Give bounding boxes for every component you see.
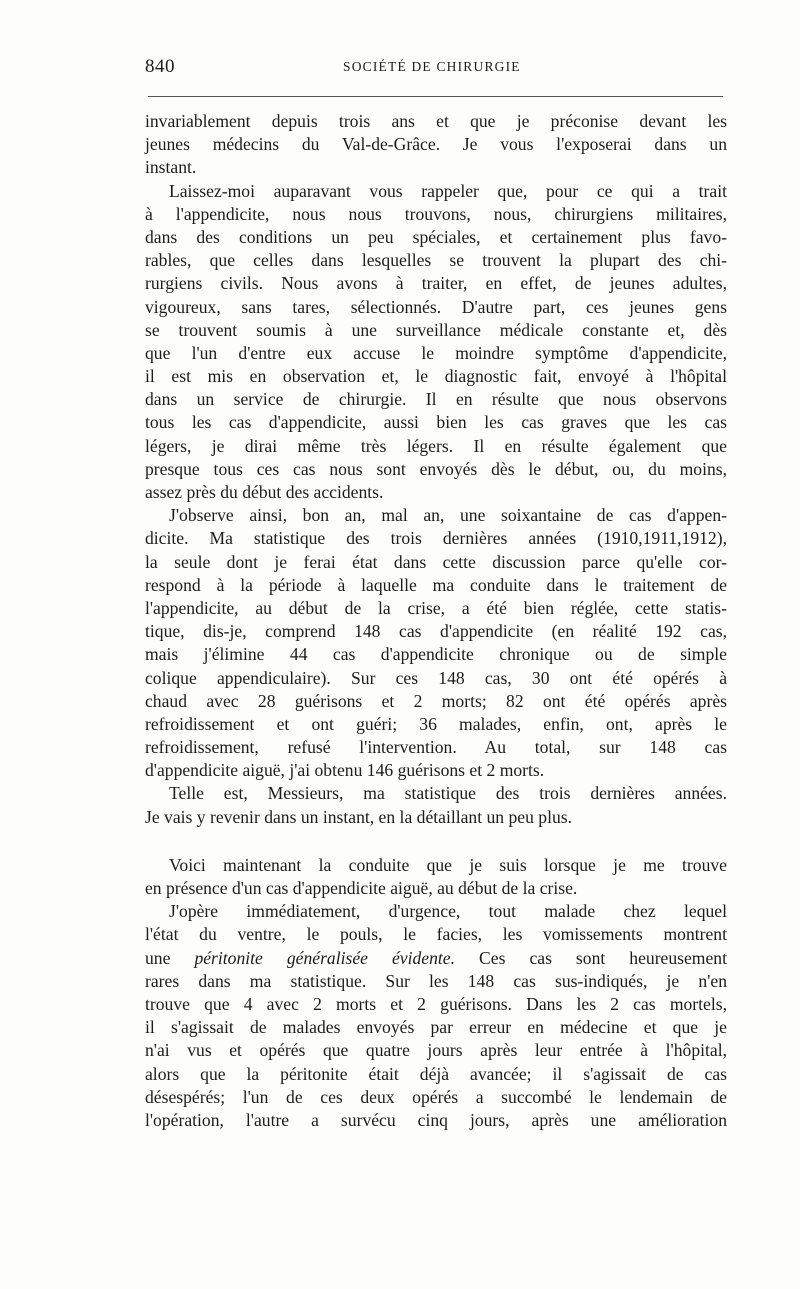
text-line: vigoureux, sans tares, sélectionnés. D'autre part, ces jeunes gens [145, 296, 727, 317]
text-fragment: Ces cas sont heureusement [479, 947, 727, 968]
running-head: SOCIÉTÉ DE CHIRURGIE [343, 59, 521, 74]
text-line: presque tous ces cas nous sont envoyés dès le début, ou, du moins, [145, 458, 727, 479]
text-line-with-italic [145, 947, 727, 970]
paragraph-start-line: J'observe ainsi, bon an, mal an, une soixantaine de cas d'appen- [169, 505, 727, 526]
text-line: il est mis en observation et, le diagnostic fait, envoyé à l'hôpital [145, 366, 727, 387]
text-line: à l'appendicite, nous nous trouvons, nous, chirurgiens militaires, [145, 203, 727, 224]
text-line: Je vais y revenir dans un instant, en la détaillant un peu plus. [145, 806, 573, 827]
paragraph-start-line: Voici maintenant la conduite que je suis lorsque je me trouve [169, 854, 727, 875]
text-line: n'ai vus et opérés que quatre jours après leur entrée à l'hôpital, [145, 1040, 727, 1061]
text-line: assez près du début des accidents. [145, 482, 384, 502]
text-line: invariablement depuis trois ans et que je préconise devant les [145, 111, 727, 131]
italic-phrase: péritonite généralisée évidente. [194, 947, 455, 968]
text-line: jeunes médecins du Val-de-Grâce. Je vous l'exposerai dans un [145, 134, 727, 155]
paragraph-start-line: Laissez-moi auparavant vous rappeler que, pour ce qui a trait [169, 180, 727, 201]
text-line: refroidissement et ont guéri; 36 malades, enfin, ont, après le [145, 713, 727, 734]
text-line: dans un service de chirurgie. Il en résulte que nous observons [145, 389, 727, 410]
text-line: tique, dis-je, comprend 148 cas d'appendicite (en réalité 192 cas, [145, 621, 727, 642]
text-line: chaud avec 28 guérisons et 2 morts; 82 ont été opérés après [145, 690, 727, 711]
text-line: il s'agissait de malades envoyés par erreur en médecine et que je [145, 1017, 727, 1038]
text-line: l'appendicite, au début de la crise, a été bien réglée, cette statis- [145, 597, 727, 618]
text-line: respond à la période à laquelle ma conduite dans le traitement de [145, 574, 727, 595]
text-line: dans des conditions un peu spéciales, et certainement plus favo- [145, 226, 727, 247]
text-line: trouve que 4 avec 2 morts et 2 guérisons. Dans les 2 cas mortels, [145, 993, 727, 1014]
paragraph-start-line: Telle est, Messieurs, ma statistique des trois dernières années. [169, 783, 727, 804]
text-line: instant. [145, 157, 197, 178]
page-number: 840 [145, 56, 175, 77]
page-header [145, 56, 723, 82]
text-line: la seule dont je ferai état dans cette discussion parce qu'elle cor- [145, 551, 727, 572]
text-line: se trouvent soumis à une surveillance médicale constante et, dès [145, 319, 727, 340]
text-line: en présence d'un cas d'appendicite aiguë, au début de la crise. [145, 878, 578, 898]
paragraph-start-line: J'opère immédiatement, d'urgence, tout malade chez lequel [169, 901, 727, 922]
text-line: refroidissement, refusé l'intervention. Au total, sur 148 cas [145, 737, 727, 758]
text-line: tous les cas d'appendicite, aussi bien les cas graves que les cas [145, 412, 727, 433]
text-line: alors que la péritonite était déjà avancée; il s'agissait de cas [145, 1063, 727, 1084]
text-line: dicite. Ma statistique des trois dernières années (1910,1911,1912), [145, 528, 727, 549]
text-line: colique appendiculaire). Sur ces 148 cas, 30 ont été opérés à [145, 667, 727, 688]
section-gap [145, 829, 727, 854]
text-line: l'état du ventre, le pouls, le facies, les vomissements montrent [145, 924, 727, 945]
text-fragment: une [145, 947, 171, 968]
text-line: légers, je dirai même très légers. Il en résulte également que [145, 435, 727, 456]
text-line: rables, que celles dans lesquelles se trouvent la plupart des chi- [145, 250, 727, 271]
text-line: rares dans ma statistique. Sur les 148 cas sus-indiqués, je n'en [145, 970, 727, 991]
text-line: mais j'élimine 44 cas d'appendicite chronique ou de simple [145, 644, 727, 665]
text-line: l'opération, l'autre a survécu cinq jours, après une amélioration [145, 1109, 727, 1130]
body-text [145, 110, 727, 1132]
text-line: rurgiens civils. Nous avons à traiter, en effet, de jeunes adultes, [145, 273, 727, 294]
header-rule [148, 96, 723, 97]
text-line: que l'un d'entre eux accuse le moindre symptôme d'appendicite, [145, 342, 727, 363]
text-line: désespérés; l'un de ces deux opérés a succombé le lendemain de [145, 1086, 727, 1107]
text-line: d'appendicite aiguë, j'ai obtenu 146 guérisons et 2 morts. [145, 760, 545, 781]
